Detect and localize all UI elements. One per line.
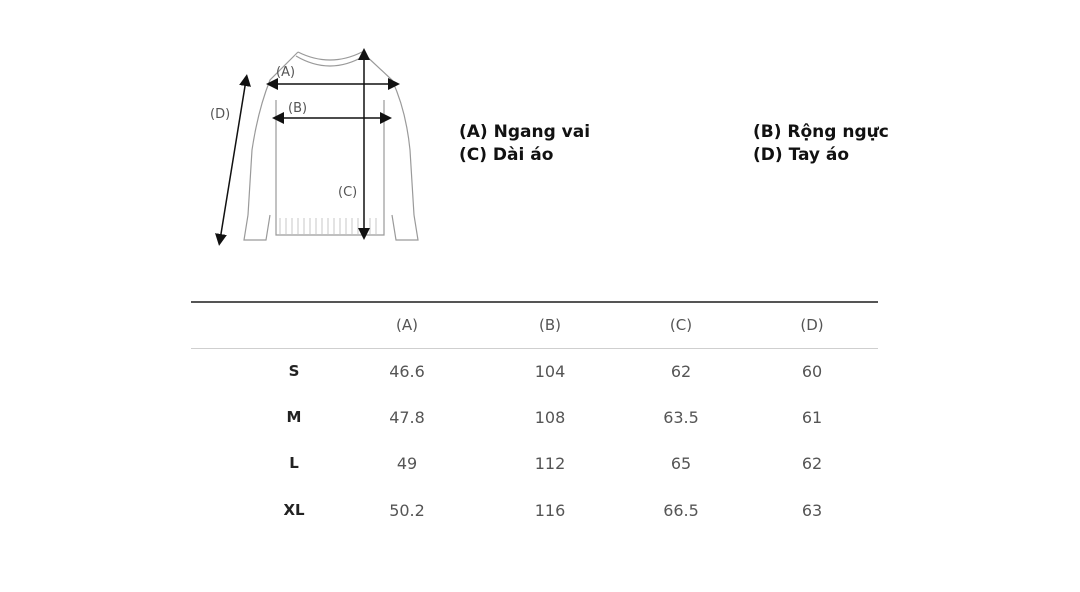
cell-b: 112 (534, 454, 566, 473)
diagram-label-a: (A) (276, 65, 296, 80)
legend-d: (D) Tay áo (753, 145, 850, 165)
cell-a: 49 (396, 454, 418, 473)
cell-d: 62 (801, 454, 823, 473)
legend-right (753, 121, 889, 167)
header-c: (C) (669, 316, 693, 334)
header-b: (B) (539, 316, 561, 334)
header-d: (D) (800, 316, 824, 334)
legend-a: (A) Ngang vai (459, 122, 591, 142)
cell-b: 116 (534, 501, 566, 520)
sweater-outline (244, 52, 418, 240)
legend-b: (B) Rộng ngực (753, 122, 889, 142)
table-top-rule (191, 301, 878, 303)
sweater-diagram (200, 40, 440, 255)
cell-c: 62 (670, 362, 692, 381)
legend-left (459, 121, 590, 167)
row-size: XL (283, 501, 305, 519)
cell-a: 50.2 (389, 501, 425, 520)
cell-b: 104 (534, 362, 566, 381)
diagram-label-b: (B) (288, 101, 308, 116)
cell-b: 108 (534, 408, 566, 427)
cell-c: 66.5 (663, 501, 699, 520)
legend-c: (C) Dài áo (459, 145, 554, 165)
table-header-rule (191, 348, 878, 349)
sweater-illustration (200, 40, 440, 255)
cell-c: 65 (670, 454, 692, 473)
sleeve-arrow (220, 80, 246, 240)
cell-d: 60 (801, 362, 823, 381)
cell-d: 61 (801, 408, 823, 427)
cell-a: 47.8 (389, 408, 425, 427)
row-size: S (288, 362, 300, 380)
row-size: M (286, 408, 302, 426)
cell-d: 63 (801, 501, 823, 520)
cell-a: 46.6 (389, 362, 425, 381)
row-size: L (289, 454, 299, 472)
diagram-label-c: (C) (338, 185, 358, 200)
header-a: (A) (396, 316, 418, 334)
cell-c: 63.5 (663, 408, 699, 427)
diagram-label-d: (D) (210, 107, 231, 122)
